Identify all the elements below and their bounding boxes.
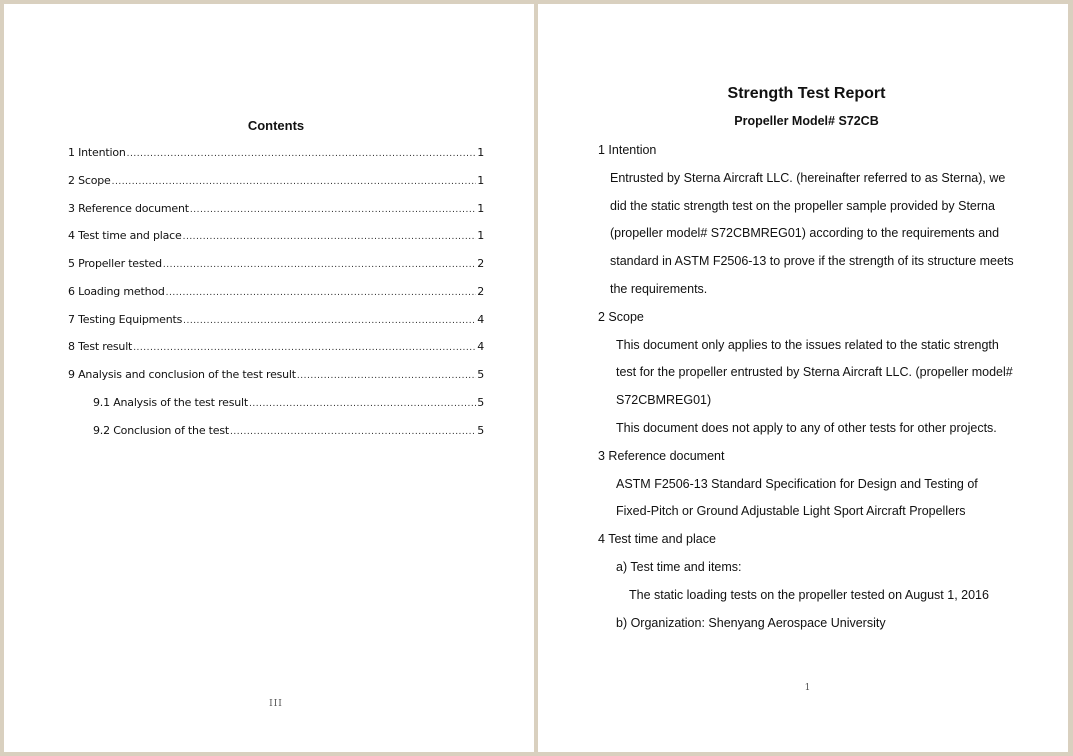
toc-entry-page: 1 — [477, 229, 484, 243]
toc-entry-page: 1 — [477, 201, 484, 215]
section-heading: 4 Test time and place — [598, 532, 716, 547]
toc-entry-page: 2 — [477, 284, 484, 298]
body-line: This document only applies to the issues related to the static strength — [616, 337, 999, 352]
toc-entry-label: 9 Analysis and conclusion of the test result — [68, 368, 296, 381]
toc-entry-page: 5 — [477, 423, 484, 437]
body-line: b) Organization: Shenyang Aerospace University — [616, 615, 886, 630]
toc-entry[interactable] — [68, 174, 484, 202]
section-heading: 2 Scope — [598, 309, 644, 324]
toc-leader-dots — [163, 260, 476, 270]
toc-entry[interactable] — [68, 424, 484, 452]
contents-title: Contents — [247, 118, 305, 133]
report-subtitle: Propeller Model# S72CB — [734, 114, 879, 128]
body-line: ASTM F2506-13 Standard Specification for Design and Testing of — [616, 476, 978, 491]
toc-entry[interactable] — [68, 146, 484, 174]
toc-entry-label: 8 Test result — [68, 340, 133, 354]
body-line: (propeller model# S72CBMREG01) according to the requirements and — [610, 226, 1000, 241]
body-line: a) Test time and items: — [616, 560, 742, 574]
toc-entry-label: 4 Test time and place — [68, 229, 182, 243]
toc-leader-dots — [230, 427, 476, 437]
body-line: Entrusted by Sterna Aircraft LLC. (hereinafter referred to as Sterna), we — [610, 170, 1006, 185]
body-line: did the static strength test on the propeller sample provided by Sterna — [610, 198, 995, 213]
toc-entry[interactable] — [68, 340, 484, 368]
toc-entry[interactable] — [68, 313, 484, 341]
toc-entry[interactable] — [68, 229, 484, 257]
toc-entry-label: 5 Propeller tested — [68, 257, 162, 270]
toc-entry-label: 6 Loading method — [68, 284, 165, 298]
body-line: This document does not apply to any of other tests for other projects. — [616, 421, 997, 435]
contents-page — [4, 4, 534, 752]
toc-entry-page: 2 — [477, 257, 484, 270]
body-line: S72CBMREG01) — [616, 393, 712, 408]
toc-entry[interactable] — [68, 368, 484, 396]
toc-leader-dots — [133, 343, 476, 353]
section-heading: 3 Reference document — [598, 448, 725, 463]
toc-leader-dots — [249, 399, 476, 409]
toc-leader-dots — [127, 149, 477, 159]
toc-entry[interactable] — [68, 257, 484, 285]
body-line: Fixed-Pitch or Ground Adjustable Light Sport Aircraft Propellers — [616, 504, 966, 519]
page-number: 1 — [804, 683, 812, 693]
toc-entry-label: 9.2 Conclusion of the test — [93, 423, 230, 437]
toc-entry-label: 2 Scope — [68, 173, 111, 187]
body-line: test for the propeller entrusted by Sterna Aircraft LLC. (propeller model# — [616, 365, 1013, 380]
toc-entry-page: 4 — [477, 312, 484, 326]
toc-entry-page: 1 — [477, 173, 484, 187]
toc-leader-dots — [183, 316, 476, 326]
toc-entry-label: 3 Reference document — [68, 201, 189, 215]
toc-entry-page: 1 — [477, 146, 484, 159]
section-heading: 1 Intention — [598, 143, 657, 157]
toc-entry[interactable] — [68, 285, 484, 313]
toc-leader-dots — [190, 205, 476, 215]
body-line: The static loading tests on the propeller tested on August 1, 2016 — [629, 587, 989, 602]
toc-entry-label: 9.1 Analysis of the test result — [93, 395, 248, 409]
body-line: the requirements. — [610, 282, 708, 296]
toc-leader-dots — [183, 232, 477, 242]
toc-entry[interactable] — [68, 202, 484, 230]
toc-entry-page: 4 — [477, 340, 484, 354]
toc-leader-dots — [166, 288, 477, 298]
toc-entry-label: 7 Testing Equipments — [68, 312, 183, 326]
report-title: Strength Test Report — [727, 85, 886, 102]
toc-leader-dots — [112, 177, 477, 187]
toc-entry-page: 5 — [477, 395, 484, 409]
toc-entry[interactable] — [68, 396, 484, 424]
toc-entry-page: 5 — [477, 368, 484, 381]
toc-list — [68, 146, 484, 451]
body-line: standard in ASTM F2506-13 to prove if the strength of its structure meets — [610, 254, 1014, 269]
report-page — [538, 4, 1068, 752]
toc-entry-label: 1 Intention — [68, 146, 126, 159]
toc-leader-dots — [297, 371, 476, 381]
page-number: III — [269, 699, 283, 709]
